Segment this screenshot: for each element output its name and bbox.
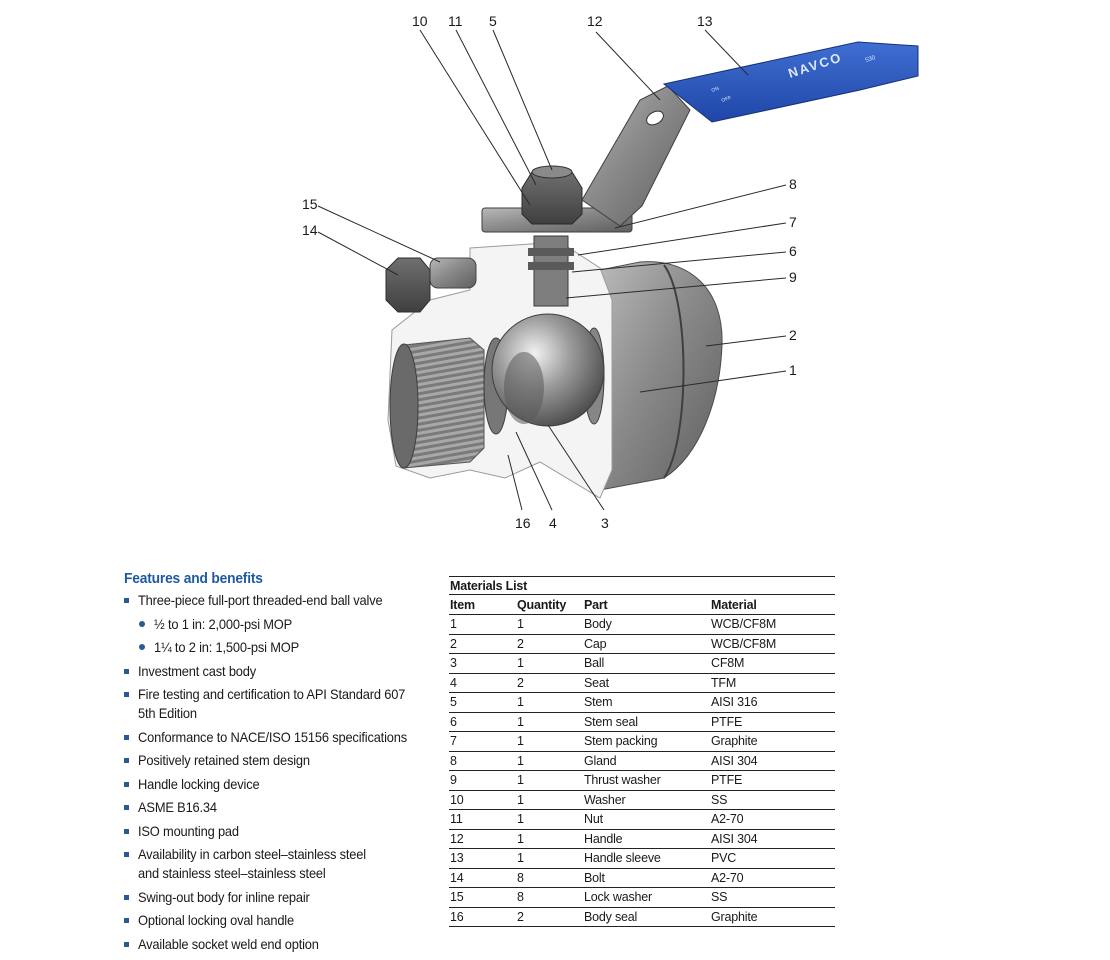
- cell-quantity: 1: [516, 771, 583, 791]
- cell-quantity: 8: [516, 868, 583, 888]
- callout-10: 10: [412, 13, 428, 29]
- feature-text: 1¼ to 2 in: 1,500-psi MOP: [154, 639, 300, 655]
- feature-item: [124, 911, 444, 930]
- cell-part: Seat: [583, 673, 710, 693]
- valve-cap-right: [600, 262, 722, 490]
- callout-2: 2: [789, 327, 797, 343]
- bullet-icon: [124, 895, 129, 900]
- cell-quantity: 2: [516, 673, 583, 693]
- table-row: [449, 751, 835, 771]
- feature-text: Conformance to NACE/ISO 15156 specifications: [138, 728, 407, 745]
- feature-item: [124, 728, 444, 747]
- table-row: [449, 888, 835, 908]
- cell-item: 15: [449, 888, 516, 908]
- feature-item: [124, 935, 444, 954]
- bullet-icon: [124, 598, 129, 603]
- table-row: [449, 810, 835, 830]
- callout-15: 15: [302, 196, 318, 212]
- bullet-icon: [124, 942, 129, 947]
- callout-4: 4: [549, 515, 557, 531]
- cell-item: 14: [449, 868, 516, 888]
- handle-brand-text: NAVCO: [786, 49, 845, 81]
- feature-item: [124, 775, 444, 794]
- table-row: [449, 634, 835, 654]
- feature-text: Availability in carbon steel–stainless steel and stainless steel–stainless steel: [138, 846, 366, 881]
- feature-sub-item: [124, 638, 444, 657]
- cell-material: AISI 316: [710, 693, 835, 713]
- cell-quantity: 1: [516, 732, 583, 752]
- bullet-icon: [124, 735, 129, 740]
- cell-part: Stem packing: [583, 732, 710, 752]
- callout-6: 6: [789, 243, 797, 259]
- cell-material: CF8M: [710, 654, 835, 674]
- callout-5: 5: [489, 13, 497, 29]
- features-list: [124, 591, 444, 954]
- cell-part: Gland: [583, 751, 710, 771]
- cell-material: WCB/CF8M: [710, 634, 835, 654]
- feature-text: ½ to 1 in: 2,000-psi MOP: [154, 615, 293, 632]
- cell-material: WCB/CF8M: [710, 615, 835, 635]
- table-row: [449, 654, 835, 674]
- cell-quantity: 1: [516, 849, 583, 869]
- feature-text: Available socket weld end option: [138, 935, 319, 952]
- feature-item: [124, 685, 444, 723]
- handle: [582, 86, 690, 226]
- cell-material: Graphite: [710, 907, 835, 927]
- callout-14: 14: [302, 222, 318, 238]
- bullet-icon: [139, 644, 145, 650]
- cell-item: 5: [449, 693, 516, 713]
- callout-3: 3: [601, 515, 609, 531]
- cell-part: Bolt: [583, 868, 710, 888]
- cell-quantity: 2: [516, 907, 583, 927]
- header-item: Item: [449, 595, 516, 615]
- table-row: [449, 849, 835, 869]
- cell-part: Body seal: [583, 907, 710, 927]
- cell-item: 6: [449, 712, 516, 732]
- cell-part: Body: [583, 615, 710, 635]
- cell-part: Stem: [583, 693, 710, 713]
- cell-item: 4: [449, 673, 516, 693]
- bullet-icon: [124, 852, 129, 857]
- cell-item: 16: [449, 907, 516, 927]
- feature-text: Positively retained stem design: [138, 752, 310, 768]
- table-row: [449, 829, 835, 849]
- cell-item: 3: [449, 654, 516, 674]
- cell-item: 1: [449, 615, 516, 635]
- cell-material: AISI 304: [710, 751, 835, 771]
- materials-header-row: [449, 595, 835, 615]
- feature-item: [124, 822, 444, 841]
- cell-part: Thrust washer: [583, 771, 710, 791]
- header-quantity: Quantity: [516, 595, 583, 615]
- cell-item: 12: [449, 829, 516, 849]
- cell-quantity: 1: [516, 654, 583, 674]
- feature-item: [124, 845, 444, 883]
- feature-text: ISO mounting pad: [138, 822, 239, 839]
- feature-text: Investment cast body: [138, 662, 257, 679]
- table-row: [449, 673, 835, 693]
- cell-item: 13: [449, 849, 516, 869]
- cell-part: Lock washer: [583, 888, 710, 908]
- table-row: [449, 907, 835, 927]
- bullet-icon: [124, 669, 129, 674]
- materials-title: Materials List: [449, 576, 835, 595]
- cell-material: SS: [710, 790, 835, 810]
- header-part: Part: [583, 595, 710, 615]
- features-title: Features and benefits: [124, 570, 263, 587]
- feature-text: ASME B16.34: [138, 799, 217, 815]
- cell-item: 7: [449, 732, 516, 752]
- feature-item: [124, 662, 444, 681]
- cell-item: 9: [449, 771, 516, 791]
- cell-item: 11: [449, 810, 516, 830]
- feature-item: [124, 591, 444, 610]
- cell-quantity: 1: [516, 615, 583, 635]
- cell-material: PVC: [710, 849, 835, 869]
- callout-13: 13: [697, 13, 713, 29]
- cell-material: PTFE: [710, 771, 835, 791]
- callout-12: 12: [587, 13, 603, 29]
- handle-on-text: ON: [710, 85, 720, 94]
- cell-material: A2-70: [710, 868, 835, 888]
- cell-part: Handle: [583, 829, 710, 849]
- table-row: [449, 868, 835, 888]
- header-material: Material: [710, 595, 835, 615]
- callout-7: 7: [789, 214, 797, 230]
- cell-part: Handle sleeve: [583, 849, 710, 869]
- feature-item: [124, 798, 444, 817]
- cell-quantity: 1: [516, 751, 583, 771]
- cell-quantity: 1: [516, 810, 583, 830]
- callout-9: 9: [789, 269, 797, 285]
- cell-part: Washer: [583, 790, 710, 810]
- feature-item: [124, 751, 444, 770]
- cell-part: Cap: [583, 634, 710, 654]
- callout-16: 16: [515, 515, 531, 531]
- cell-quantity: 1: [516, 829, 583, 849]
- feature-text: Three-piece full-port threaded-end ball valve: [138, 592, 383, 608]
- cell-item: 8: [449, 751, 516, 771]
- cell-material: A2-70: [710, 810, 835, 830]
- cell-quantity: 1: [516, 790, 583, 810]
- cell-material: PTFE: [710, 712, 835, 732]
- table-row: [449, 771, 835, 791]
- bullet-icon: [124, 829, 129, 834]
- cell-part: Ball: [583, 654, 710, 674]
- cell-part: Stem seal: [583, 712, 710, 732]
- bullet-icon: [124, 758, 129, 763]
- bullet-icon: [124, 805, 129, 810]
- handle-off-text: OFF: [720, 95, 733, 104]
- table-row: [449, 712, 835, 732]
- feature-text: Handle locking device: [138, 775, 260, 792]
- materials-table: [449, 595, 835, 927]
- materials-body: [449, 615, 835, 927]
- feature-text: Swing-out body for inline repair: [138, 888, 310, 905]
- features-section: [124, 570, 444, 958]
- feature-text: Fire testing and certification to API Standard 607 5th Edition: [138, 686, 406, 721]
- cell-quantity: 2: [516, 634, 583, 654]
- cell-part: Nut: [583, 810, 710, 830]
- cell-material: Graphite: [710, 732, 835, 752]
- table-row: [449, 615, 835, 635]
- cell-material: AISI 304: [710, 829, 835, 849]
- handle-sleeve: [664, 42, 918, 122]
- cell-material: TFM: [710, 673, 835, 693]
- callout-8: 8: [789, 176, 797, 192]
- cell-quantity: 1: [516, 693, 583, 713]
- materials-section: [449, 576, 835, 927]
- feature-sub-item: [124, 615, 444, 634]
- table-row: [449, 790, 835, 810]
- cell-item: 10: [449, 790, 516, 810]
- bullet-icon: [124, 692, 129, 697]
- table-row: [449, 693, 835, 713]
- cell-quantity: 1: [516, 712, 583, 732]
- handle-size-text: 530: [864, 55, 877, 64]
- cell-quantity: 8: [516, 888, 583, 908]
- bullet-icon: [124, 918, 129, 923]
- bullet-icon: [124, 782, 129, 787]
- cell-item: 2: [449, 634, 516, 654]
- callout-1: 1: [789, 362, 797, 378]
- callout-11: 11: [448, 13, 463, 29]
- cell-material: SS: [710, 888, 835, 908]
- feature-item: [124, 888, 444, 907]
- feature-text: Optional locking oval handle: [138, 912, 294, 928]
- table-row: [449, 732, 835, 752]
- bullet-icon: [139, 621, 145, 627]
